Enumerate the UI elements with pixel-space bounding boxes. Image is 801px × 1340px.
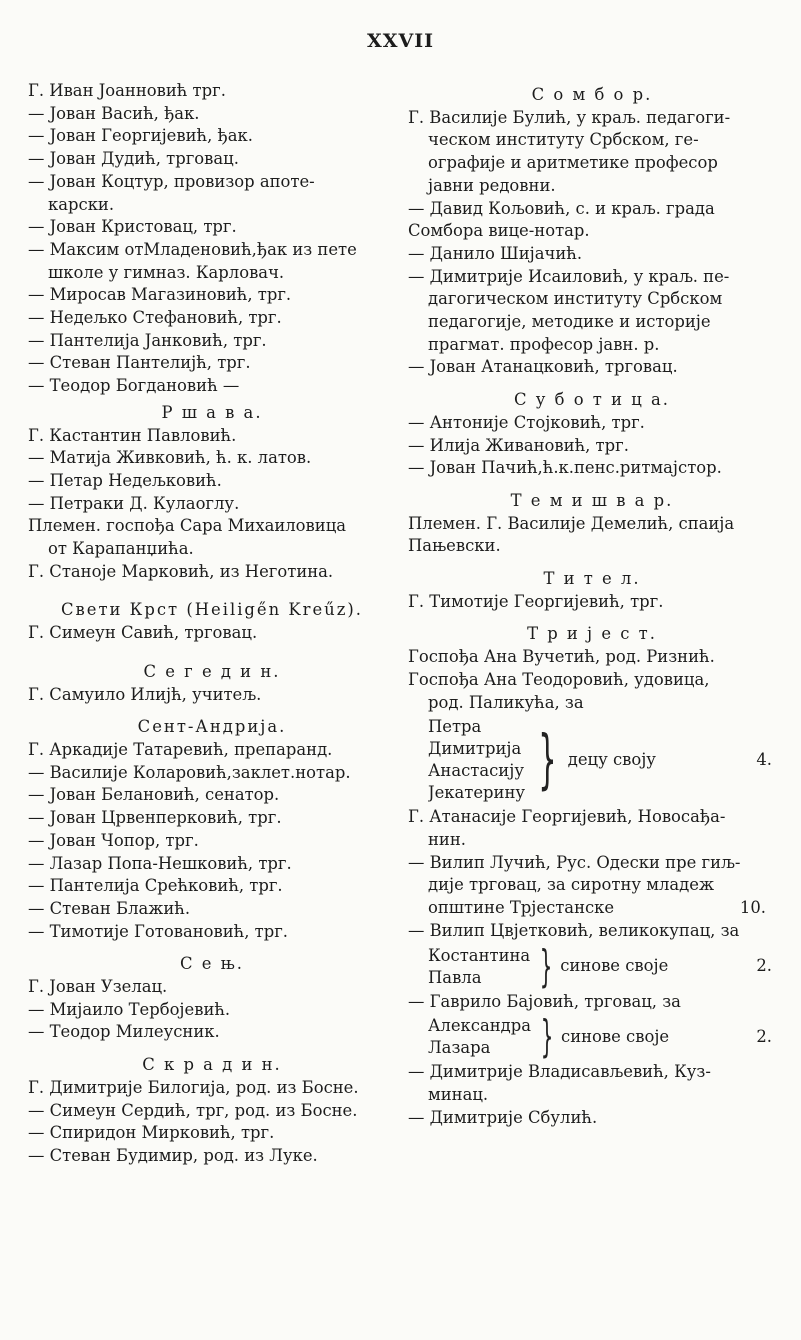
list-item: минац. xyxy=(428,1084,489,1104)
list-item: — Лазар Попа-Нешковић, трг. xyxy=(28,853,292,873)
list-item: — Матија Живковић, ћ. к. латов. xyxy=(28,448,312,468)
list-group-main xyxy=(28,80,396,398)
left-column xyxy=(28,80,396,1168)
list-item: — Јован Пачић,ћ.к.пенс.ритмајстор. xyxy=(408,458,722,478)
list-group-sombor xyxy=(408,107,776,379)
list-group-temishvar xyxy=(408,513,776,558)
list-item: — Јован Дудић, трговац. xyxy=(28,149,239,169)
brace-names xyxy=(428,945,530,989)
section-heading-skradin: С к р а д и н. xyxy=(142,1055,282,1075)
list-item: — Стеван Блажић. xyxy=(28,898,191,918)
list-item: — Спиридон Мирковић, трг. xyxy=(28,1123,275,1143)
list-item: Г. Тимотије Георгијевић, трг. xyxy=(408,591,664,611)
list-group-trijest-e xyxy=(408,1061,776,1129)
list-item: Г. Симеун Савић, трговац. xyxy=(28,623,258,643)
list-item: — Јован Васић, ђак. xyxy=(28,103,200,123)
list-item: Јекатерину xyxy=(428,783,526,803)
page-number: XXVII xyxy=(366,30,434,52)
list-item: — Теодор Богдановић — xyxy=(28,376,240,396)
list-item: Г. Димитрије Билогија, род. из Босне. xyxy=(28,1077,359,1097)
list-item: — Димитрије Исаиловић, у краљ. пе- xyxy=(408,266,730,286)
list-item: Александра xyxy=(428,1016,532,1036)
list-item: прагмат. професор јавн. р. xyxy=(428,334,660,354)
brace-text: децу своју xyxy=(567,749,656,769)
list-item: Г. Кастантин Павловић. xyxy=(28,425,237,445)
brace-group-sons-1 xyxy=(428,940,776,992)
list-item: Г. Атанасије Георгијевић, Новосађа- xyxy=(408,807,726,827)
list-item: Костантина xyxy=(428,945,531,965)
section-heading-sen: С е њ. xyxy=(180,954,244,974)
curly-brace-icon: } xyxy=(539,940,553,992)
list-item: — Петраки Д. Кулаоглу. xyxy=(28,493,240,513)
curly-brace-icon: } xyxy=(540,1011,554,1063)
list-item: — Јован Кристовац, трг. xyxy=(28,217,237,237)
list-item: Анастасију xyxy=(428,761,524,781)
list-item: Г. Иван Јоанновић трг. xyxy=(28,81,226,100)
brace-names xyxy=(428,1015,531,1059)
list-item: Г. Станоје Марковић, из Неготина. xyxy=(28,561,334,581)
list-item: Сомбора вице-нотар. xyxy=(408,221,590,241)
list-item: — Јован Георгијевић, ђак. xyxy=(28,126,253,146)
list-item: Димитрија xyxy=(428,739,522,759)
list-item: — Јован Коцтур, провизор апоте- xyxy=(28,171,315,191)
list-group-rshava xyxy=(28,425,396,584)
list-item: — Теодор Милеусник. xyxy=(28,1022,220,1042)
list-item: — Максим отМладеновић,ђак из пете xyxy=(28,239,357,259)
list-group-skradin xyxy=(28,1077,396,1168)
list-group-trijest-d xyxy=(408,991,776,1014)
list-item: Госпођа Ана Вучетић, род. Ризнић. xyxy=(408,647,715,667)
list-item: школе у гимназ. Карловач. xyxy=(48,262,285,282)
list-item: род. Паликућа, за xyxy=(428,692,584,712)
list-item: јавни редовни. xyxy=(428,175,556,195)
list-group-sen xyxy=(28,976,396,1044)
brace-names xyxy=(428,716,525,804)
list-item: — Јован Белановић, сенатор. xyxy=(28,785,280,805)
brace-group-children xyxy=(428,716,776,804)
list-item: Госпођа Ана Теодоровић, удовица, xyxy=(408,669,710,689)
list-item: Г. Аркадије Татаревић, препаранд. xyxy=(28,739,333,759)
list-item: — Јован Чопор, трг. xyxy=(28,830,199,850)
section-heading-segedin: С е г е д и н. xyxy=(143,661,281,681)
section-heading-titel: Т и т е л. xyxy=(543,569,641,589)
list-item: ческом институту Србском, ге- xyxy=(428,130,699,150)
list-item: — Мијаило Тербојевић. xyxy=(28,999,231,1019)
list-item: — Стеван Будимир, род. из Луке. xyxy=(28,1145,318,1165)
list-item: Племен. Г. Василије Демелић, спаија xyxy=(408,513,735,533)
list-item: — Илија Живановић, трг. xyxy=(408,435,629,455)
list-item: — Вилип Цвјетковић, великокупац, за xyxy=(408,920,740,940)
section-heading-sombor: С о м б о р. xyxy=(531,85,653,104)
list-item: дије трговац, за сиротну младеж xyxy=(428,875,715,895)
list-item: — Симеун Сердић, трг, род. из Босне. xyxy=(28,1100,358,1120)
section-heading-sveti-krst: Свети Крст (Heilige̋n Kreűz). xyxy=(61,600,363,620)
section-heading-rshava: Р ш а в а. xyxy=(161,402,263,422)
list-item: Лазара xyxy=(428,1038,491,1058)
list-group-titel xyxy=(408,591,776,614)
list-item: — Недељко Стефановић, трг. xyxy=(28,308,282,328)
section-heading-subotica: С у б о т и ц а. xyxy=(514,390,670,410)
list-item: — Јован Црвенперковић, трг. xyxy=(28,808,282,828)
list-item: — Вилип Лучић, Рус. Одески пре гиљ- xyxy=(408,852,741,872)
entry-count: 10. xyxy=(739,898,766,918)
section-heading-sent-andrija: Сент-Андрија. xyxy=(137,717,287,737)
list-group-segedin xyxy=(28,684,396,707)
list-item: Петра xyxy=(428,717,482,737)
list-item: — Јован Атанацковић, трговац. xyxy=(408,357,678,377)
list-item: карски. xyxy=(48,194,115,214)
list-item: — Тимотије Готовановић, трг. xyxy=(28,921,288,941)
list-item: — Василије Коларовић,заклет.нотар. xyxy=(28,762,351,782)
list-item: — Миросав Магазиновић, трг. xyxy=(28,285,292,305)
list-item: Г. Василије Булић, у краљ. педагоги- xyxy=(408,107,731,127)
list-item: дагогическом институту Србском xyxy=(428,289,723,309)
list-item: — Петар Недељковић. xyxy=(28,470,222,490)
list-group-trijest-a xyxy=(408,646,776,714)
brace-text: синове своје xyxy=(560,956,669,976)
list-item: Г. Јован Узелац. xyxy=(28,977,168,997)
brace-text: синове своје xyxy=(561,1026,670,1046)
list-item: општине Трјестанске xyxy=(428,898,615,918)
section-heading-trijest: Т р и ј е с т. xyxy=(527,624,657,644)
curly-brace-icon: } xyxy=(538,723,557,798)
brace-group-sons-2 xyxy=(428,1011,776,1063)
list-item: — Антоније Стојковић, трг. xyxy=(408,412,645,432)
list-item: Племен. госпођа Сара Михаиловица xyxy=(28,516,347,536)
list-item: — Пантелија Јанковић, трг. xyxy=(28,330,267,350)
list-item: — Данило Шијачић. xyxy=(408,243,583,263)
list-item: — Димитрије Сбулић. xyxy=(408,1107,598,1127)
brace-count: 4. xyxy=(756,749,772,769)
section-heading-temishvar: Т е м и ш в а р. xyxy=(510,490,674,510)
list-item: педагогије, методике и историје xyxy=(428,312,711,332)
right-column xyxy=(408,80,776,1129)
list-item: Пањевски. xyxy=(408,536,501,556)
list-item: Г. Самуило Илијћ, учитељ. xyxy=(28,684,262,704)
list-group-sveti-krst xyxy=(28,622,396,645)
list-item: — Давид Кољовић, с. и краљ. града xyxy=(408,198,715,218)
list-item: Павла xyxy=(428,967,482,987)
list-item: — Димитрије Владисављевић, Куз- xyxy=(408,1062,711,1082)
list-item: — Гаврило Бајовић, трговац, за xyxy=(408,991,681,1011)
list-item: от Карапанџића. xyxy=(48,539,194,559)
list-item: — Стеван Пантелијћ, трг. xyxy=(28,353,251,373)
list-item: ографије и аритметике професор xyxy=(428,153,718,173)
brace-count: 2. xyxy=(756,956,772,976)
list-group-sent-andrija xyxy=(28,739,396,943)
list-item: нин. xyxy=(428,829,466,849)
list-group-trijest-c xyxy=(408,920,776,943)
list-group-subotica xyxy=(408,412,776,480)
brace-count: 2. xyxy=(756,1026,772,1046)
list-item: — Пантелија Срећковић, трг. xyxy=(28,876,283,896)
